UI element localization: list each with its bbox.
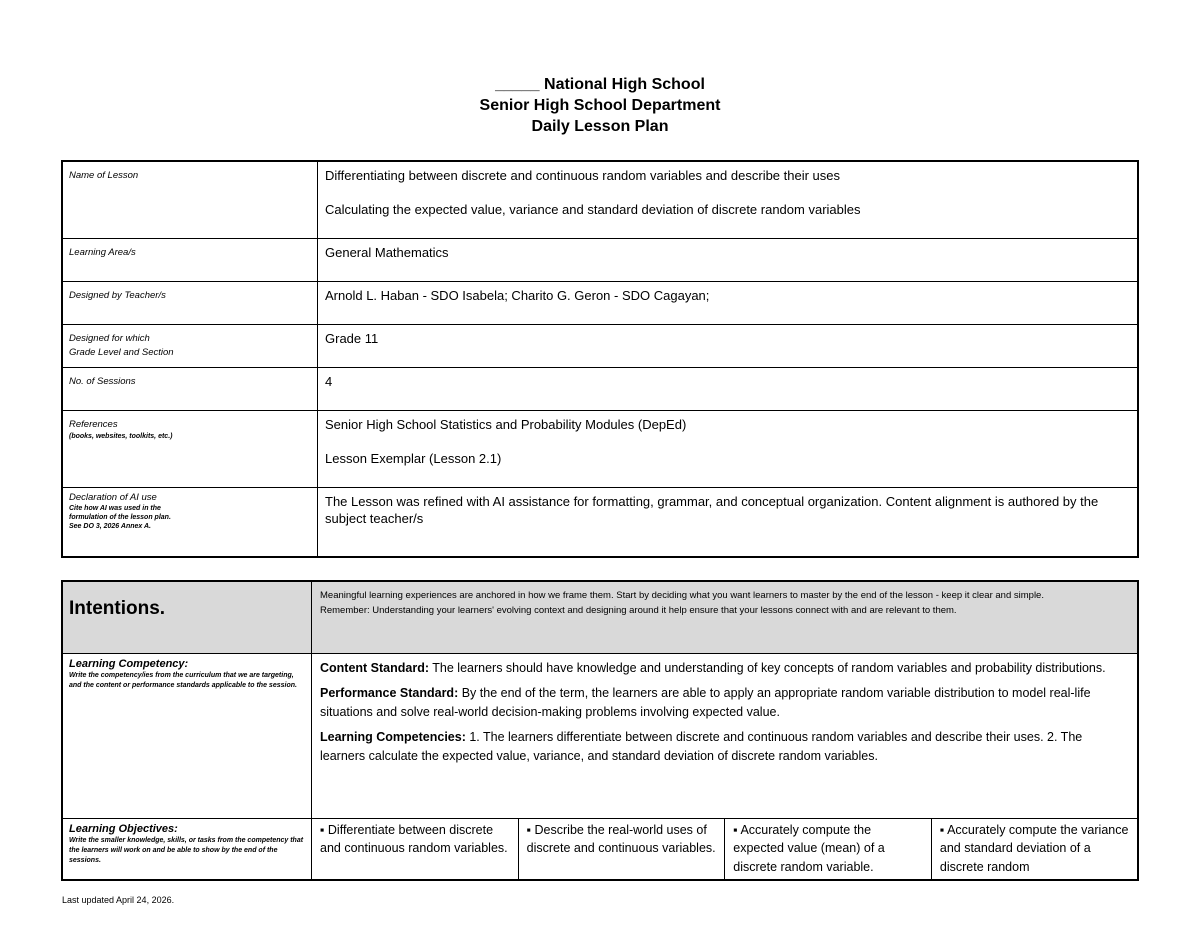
row-designed-by	[62, 281, 1138, 324]
learning-competencies-text: 1. The learners differentiate between discrete and continuous random variables and describe their uses. 2. The learners calculate the expected value, variance, and standard deviation of discrete random variables.	[320, 729, 1083, 763]
last-updated: Last updated April 24, 2026.	[62, 895, 175, 905]
value-learning-areas: General Mathematics	[318, 238, 1139, 281]
row-intentions	[62, 581, 1138, 653]
reference-1: Senior High School Statistics and Probability Modules (DepEd)	[325, 416, 687, 432]
label-ai-use-sub-1: Cite how AI was used in the	[69, 504, 161, 512]
value-ai-use: The Lesson was refined with AI assistance for formatting, grammar, and conceptual organization. Content alignment is authored by the subject teacher/s	[318, 487, 1139, 557]
performance-standard	[320, 684, 1129, 722]
learning-objectives-label: Learning Objectives:	[69, 822, 178, 835]
row-learning-areas	[62, 238, 1138, 281]
school-name: _____ National High School	[495, 76, 705, 93]
label-designed-for	[62, 324, 318, 367]
label-designed-by: Designed by Teacher/s	[62, 281, 318, 324]
label-designed-for-line2: Grade Level and Section	[69, 346, 174, 358]
row-name-of-lesson	[62, 161, 1138, 238]
intentions-title-cell	[62, 581, 312, 653]
lesson-info-table	[61, 160, 1139, 558]
performance-standard-label: Performance Standard:	[320, 685, 459, 700]
objective-4: ▪ Accurately compute the variance and standard deviation of a discrete random	[931, 818, 1138, 880]
intentions-intro-line2: Remember: Understanding your learners' evolving context and designing around it help ensure that your lessons connect with and are relevant to them.	[320, 605, 957, 616]
lesson-name-1: Differentiating between discrete and continuous random variables and describe their uses	[325, 168, 841, 183]
label-references-title: References	[69, 418, 118, 430]
content-standard-text: The learners should have knowledge and understanding of key concepts of random variables and probability distributions.	[429, 660, 1106, 675]
value-sessions: 4	[318, 367, 1139, 410]
row-designed-for	[62, 324, 1138, 367]
value-references	[318, 410, 1139, 487]
intentions-table	[61, 580, 1139, 881]
department-name: Senior High School Department	[479, 97, 721, 114]
label-ai-use	[62, 487, 318, 557]
row-sessions	[62, 367, 1138, 410]
value-name-of-lesson	[318, 161, 1139, 238]
content-standard	[320, 659, 1129, 678]
content-standard-label: Content Standard:	[320, 660, 430, 675]
document-header	[0, 74, 1200, 137]
row-learning-objectives	[62, 818, 1138, 880]
intentions-intro	[312, 581, 1139, 653]
learning-competency-content	[312, 653, 1139, 818]
value-designed-for: Grade 11	[318, 324, 1139, 367]
row-ai-use	[62, 487, 1138, 557]
learning-competency-sublabel: Write the competency/ies from the curriculum that we are targeting, and the content or performance standards applicable to the session.	[69, 671, 297, 689]
intentions-title: Intentions.	[69, 598, 166, 619]
label-ai-use-sub-3: See DO 3, 2026 Annex A.	[69, 522, 151, 530]
objective-2: ▪ Describe the real-world uses of discrete and continuous variables.	[518, 818, 725, 880]
value-designed-by: Arnold L. Haban - SDO Isabela; Charito G. Geron - SDO Cagayan;	[318, 281, 1139, 324]
learning-competency-label-cell	[62, 653, 312, 818]
label-references	[62, 410, 318, 487]
row-references	[62, 410, 1138, 487]
learning-objectives-sublabel: Write the smaller knowledge, skills, or tasks from the competency that the learners will work on and be able to show by the end of the sessions.	[69, 836, 304, 864]
label-learning-areas: Learning Area/s	[62, 238, 318, 281]
document-title: Daily Lesson Plan	[531, 118, 669, 135]
learning-objectives-label-cell	[62, 818, 312, 880]
objective-1: ▪ Differentiate between discrete and continuous random variables.	[312, 818, 519, 880]
intentions-intro-line1: Meaningful learning experiences are anchored in how we frame them. Start by deciding what you want learners to master by the end of the lesson - keep it clear and simple.	[320, 590, 1044, 601]
learning-competencies-label: Learning Competencies:	[320, 729, 466, 744]
label-references-sub: (books, websites, toolkits, etc.)	[69, 432, 173, 440]
label-name-of-lesson: Name of Lesson	[62, 161, 318, 238]
lesson-name-2: Calculating the expected value, variance and standard deviation of discrete random variables	[325, 202, 861, 217]
label-ai-use-sub-2: formulation of the lesson plan.	[69, 513, 171, 521]
performance-standard-text: By the end of the term, the learners are able to apply an appropriate random variable distribution to model real-life situations and solve real-world decision-making problems involving expected value.	[320, 685, 1091, 719]
reference-2: Lesson Exemplar (Lesson 2.1)	[325, 450, 502, 466]
learning-competencies	[320, 728, 1129, 766]
learning-competency-label: Learning Competency:	[69, 657, 189, 670]
objective-3: ▪ Accurately compute the expected value (mean) of a discrete random variable.	[725, 818, 932, 880]
label-designed-for-line1: Designed for which	[69, 332, 150, 344]
label-ai-use-title: Declaration of AI use	[69, 491, 157, 503]
row-learning-competency	[62, 653, 1138, 818]
label-sessions: No. of Sessions	[62, 367, 318, 410]
